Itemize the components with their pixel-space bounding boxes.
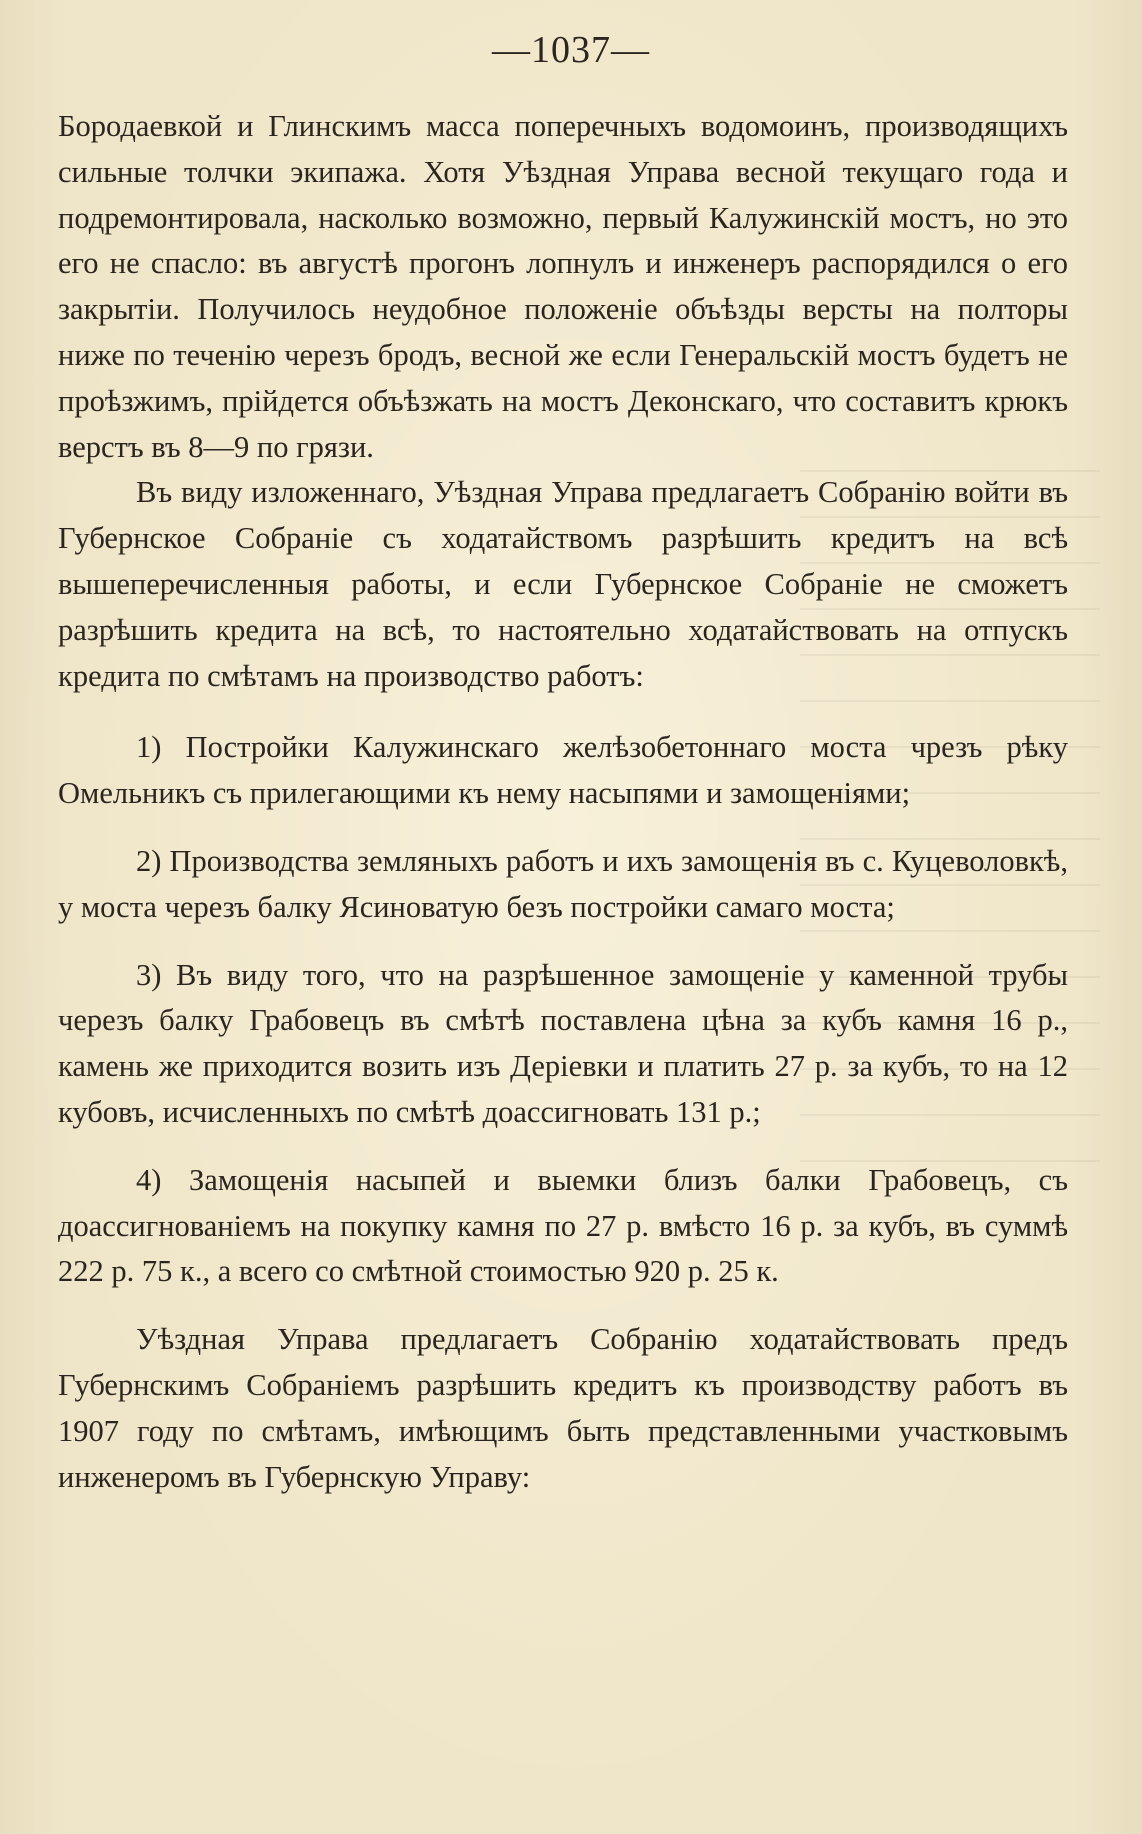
list-item-1: 1) Постройки Калужинскаго желѣзобетоннаго моста чрезъ рѣку Омельникъ съ прилегающими къ нему насыпями и замощеніями; bbox=[58, 730, 1068, 811]
paragraph-continuation: Бородаевкой и Глинскимъ масса поперечныхъ водомоинъ, производящихъ сильные толчки экипажа. Хотя Уѣздная Управа весной текущаго года и подремонтировала, насколько возможно, первый Калужинскій мостъ, но это его не спасло: въ августѣ прогонъ лопнулъ и инженеръ распорядился о его закрытіи. Получилось неудобное положеніе объѣзды версты на полторы ниже по теченію черезъ бродъ, весной же если Генеральскій мостъ будетъ не проѣзжимъ, прійдется объѣзжать на мостъ Деконскаго, что составитъ крюкъ верстъ въ 8—9 по грязи. bbox=[58, 109, 1068, 464]
paragraph-final-proposal: Уѣздная Управа предлагаетъ Собранію ходатайствовать предъ Губернскимъ Собраніемъ разрѣшить кредитъ къ производству работъ въ 1907 году по смѣтамъ, имѣющимъ быть представленными участковымъ инженеромъ въ Губернскую Управу: bbox=[58, 1322, 1068, 1494]
paragraph-proposal: Въ виду изложеннаго, Уѣздная Управа предлагаетъ Собранію войти въ Губернское Собраніе съ ходатайствомъ разрѣшить кредитъ на всѣ вышеперечисленныя работы, и если Губернское Собраніе не сможетъ разрѣшить кредита на всѣ, то настоятельно ходатайствовать на отпускъ кредита по смѣтамъ на производство работъ: bbox=[58, 475, 1068, 693]
page-number: —1037— bbox=[492, 29, 650, 71]
list-item-3: 3) Въ виду того, что на разрѣшенное замощеніе у каменной трубы черезъ балку Грабовецъ въ смѣтѣ поставлена цѣна за кубъ камня 16 р., камень же приходится возить изъ Деріевки и платить 27 р. за кубъ, то на 12 кубовъ, исчисленныхъ по смѣтѣ доассигновать 131 р.; bbox=[58, 957, 1068, 1129]
list-item-2: 2) Производства земляныхъ работъ и ихъ замощенія въ с. Куцеволовкѣ, у моста черезъ балку Ясиноватую безъ постройки самаго моста; bbox=[58, 843, 1068, 924]
list-item-4: 4) Замощенія насыпей и выемки близъ балки Грабовецъ, съ доассигнованіемъ на покупку камня по 27 р. вмѣсто 16 р. за кубъ, въ суммѣ 222 р. 75 к., а всего со смѣтной стоимостью 920 р. 25 к. bbox=[58, 1162, 1068, 1289]
body-text bbox=[58, 104, 1068, 1500]
